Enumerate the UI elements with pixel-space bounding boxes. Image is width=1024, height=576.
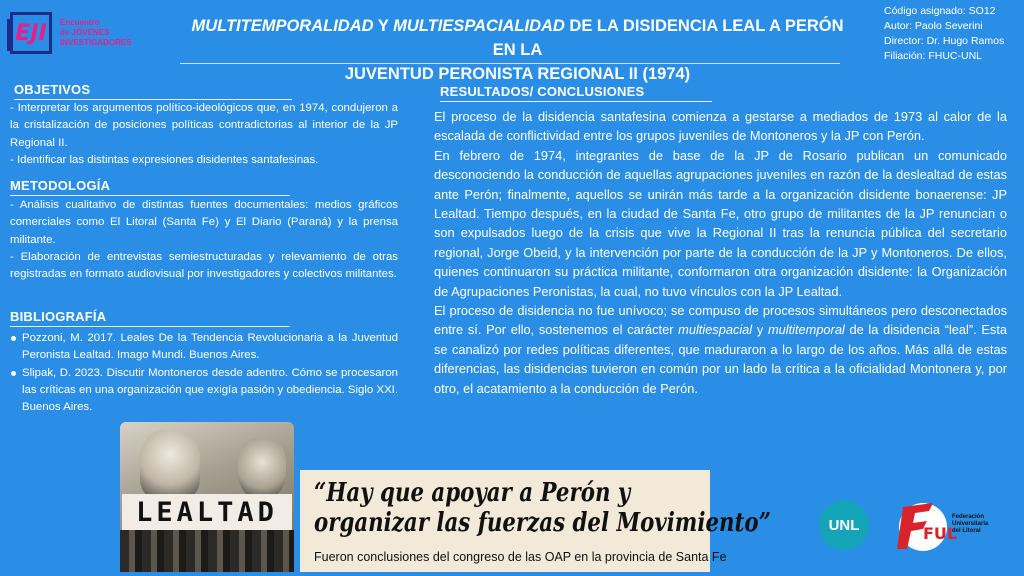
poster-title <box>180 14 855 86</box>
metodologia-heading-text: METODOLOGÍA <box>10 178 111 193</box>
resultados-p3-part-a: El proceso de disidencia no fue unívoco; se compuso de procesos simultáneos pero desconectados entre sí. Por ello, sostenemos el carácter <box>434 303 1007 338</box>
clipping-quote-line-1: “Hay que apoyar a Perón y <box>314 478 631 508</box>
bibliography-item: Slipak, D. 2023. Discutir Montoneros desde adentro. Cómo se procesaron las críticas en una organización que exigía pasión y obediencia. Siglo XXI. Buenos Aires. <box>10 365 398 417</box>
logo-line-1: Encuentro <box>60 18 100 27</box>
objetivos-item-2: - Identificar las distintas expresiones disidentes santafesinas. <box>10 153 319 166</box>
metodologia-heading <box>10 178 110 193</box>
resultados-rule <box>440 101 712 102</box>
author: Autor: Paolo Severini <box>884 20 983 32</box>
metodologia-item-1: - Análisis cualitativo de distintas fuentes documentales: medios gráficos comerciales como El Litoral (Santa Fe) y El Diario (Paraná) y la prensa militante. <box>10 199 398 246</box>
poster-title-line-1: MULTITEMPORALIDAD Y MULTIESPACIALIDAD DE LA DISIDENCIA LEAL A PERÓN EN LA <box>191 17 844 59</box>
resultados-text <box>434 107 1007 398</box>
poster-title-line-2: JUVENTUD PERONISTA REGIONAL II (1974) <box>344 65 691 83</box>
clipping-caption: Fueron conclusiones del congreso de las OAP en la provincia de Santa Fe <box>314 550 727 564</box>
resultados-paragraph-3 <box>434 301 1007 398</box>
event-logo <box>10 8 150 58</box>
logo-line-2: de JÓVENES <box>60 28 110 37</box>
event-logo-text <box>60 18 132 48</box>
clipping-quote-line-2: organizar las fuerzas del Movimiento” <box>314 508 771 538</box>
metodologia-rule <box>10 195 290 196</box>
logo-line-3: INVESTIGADORES <box>60 38 132 47</box>
director: Director: Dr. Hugo Ramos <box>884 35 1005 47</box>
resultados-paragraph-1: El proceso de la disidencia santafesina comienza a gestarse a mediados de 1973 al calor de la escalada de conflictividad entre los grupos juveniles de Montoneros y la JP con Perón. <box>434 109 1007 144</box>
resultados-p3-em-1: multiespacial <box>678 322 753 338</box>
assigned-code: Código asignado: SO12 <box>884 5 996 17</box>
eji-logo-mark: EJI <box>10 12 52 54</box>
resultados-p3-part-b: y <box>752 322 768 338</box>
objetivos-item-1: - Interpretar los argumentos político-ideológicos que, en 1974, condujeron a la cristalización de posiciones políticas contradictorias al interior de la JP Regional II. <box>10 102 398 149</box>
lealtad-sign: LEALTAD <box>122 494 292 530</box>
bibliografia-heading <box>10 309 106 324</box>
resultados-heading-text: RESULTADOS/ CONCLUSIONES <box>440 84 645 99</box>
bibliography-item: Pozzoni, M. 2017. Leales De la Tendencia Revolucionaria a la Juventud Peronista Lealtad. Imago Mundi. Buenos Aires. <box>10 330 398 365</box>
photo-figure-right <box>238 438 286 498</box>
clipping-quote <box>314 478 771 538</box>
metodologia-item-2: - Elaboración de entrevistas semiestructuradas y relevamiento de otras registradas en formato audiovisual por investigadores y colectivos militantes. <box>10 250 398 281</box>
metodologia-text <box>10 197 398 283</box>
objetivos-heading-text: OBJETIVOS <box>14 82 91 97</box>
bibliografia-heading-text: BIBLIOGRAFÍA <box>10 309 107 324</box>
resultados-heading <box>440 84 644 99</box>
ful-caption-line-1: Federación <box>952 514 985 520</box>
unl-logo: UNL <box>819 500 869 550</box>
ful-logo <box>893 497 958 553</box>
ful-caption-line-3: del Litoral <box>952 528 981 534</box>
ful-logo-caption <box>952 514 988 535</box>
poster-meta <box>884 4 1004 64</box>
ful-logo-text: FUL <box>923 524 958 543</box>
resultados-paragraph-2: En febrero de 1974, integrantes de base de la JP de Rosario publican un comunicado desconociendo la conducción de aquellas agrupaciones juveniles en razón de la deslealtad de estas ante Perón; finalmente, aquellos se unirán más tarde a la organización disidente bonaerense: JP Lealtad. Tiempo después, en la ciudad de Santa Fe, otro grupo de militantes de la JP renuncian o son expulsados luego de la crisis que vive la Regional II tras la renuncia pública del secretario regional, Jorge Obeid, y la intervención por parte de la conducción de la JP y Montoneros. De ellos, quienes continuaron su práctica militante, conformaron otra organización disidente: la Organización de Agrupaciones Peronistas, la cual, no tuvo vínculos con la JP Lealtad. <box>434 147 1007 299</box>
photo-figure-left <box>140 430 200 500</box>
bibliografia-rule <box>10 326 290 327</box>
photo-crowd <box>120 530 294 572</box>
resultados-p3-part-c: de la disidencia “leal”. Esta se canalizó por redes políticas diferentes, que maduraron a lo largo de los años. Más allá de estas diferencias, las disidencias tuvieron en común por un lado la crítica a la oficialidad Montonera y, por otro, el acatamiento a la conducción de Perón. <box>434 322 1007 396</box>
newspaper-clipping <box>300 470 771 572</box>
objetivos-heading <box>14 82 90 97</box>
resultados-p3-em-2: multitemporal <box>767 322 845 338</box>
objetivos-text <box>10 100 398 169</box>
lealtad-rally-photo <box>120 422 294 572</box>
ful-caption-line-2: Universitaria <box>952 521 989 527</box>
bibliography-list <box>10 330 398 416</box>
affiliation: Filiación: FHUC-UNL <box>884 50 983 62</box>
title-divider <box>180 63 840 64</box>
